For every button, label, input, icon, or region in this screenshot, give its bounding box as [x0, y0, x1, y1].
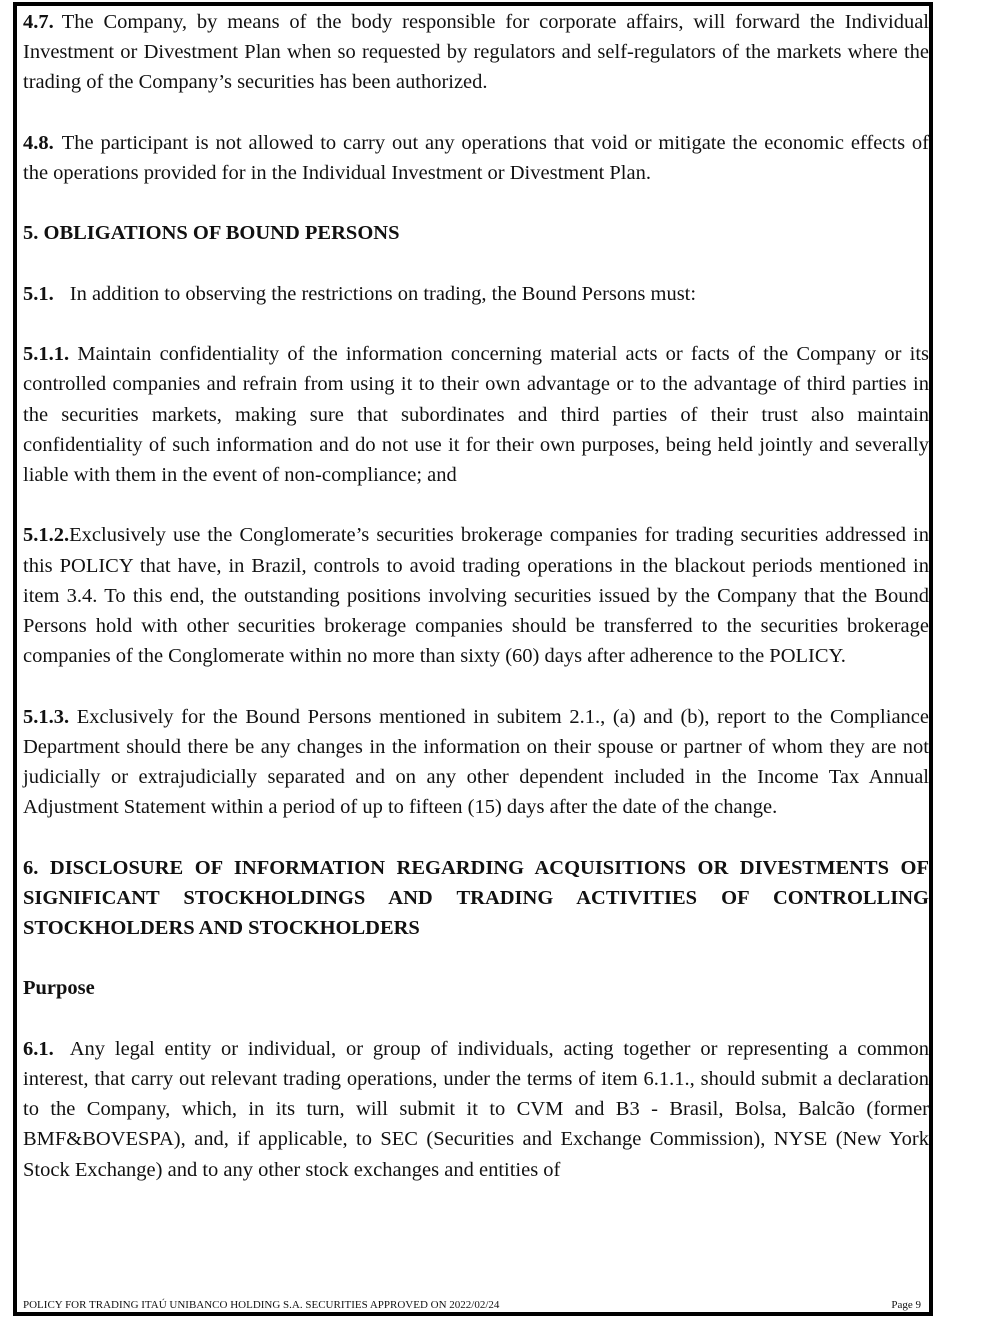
paragraph-text: Exclusively for the Bound Persons mentioned in subitem 2.1., (a) and (b), report to the Compliance Department should there be any changes in the information on their spouse or partner of whom they are not judicially or extrajudicially separated and on any other dependent included in the Income Tax Annual Adjustment Statement within a period of up to fifteen (15) days after the date of the change. — [23, 705, 929, 819]
paragraph-number: 4.7. — [23, 11, 54, 33]
paragraph-4-7 — [23, 7, 929, 98]
paragraph-text: The Company, by means of the body responsible for corporate affairs, will forward the Individual Investment or Divestment Plan when so requested by regulators and self-regulators of the markets where the trading of the Company’s securities has been authorized. — [23, 11, 929, 94]
section-5-heading: 5. OBLIGATIONS OF BOUND PERSONS — [23, 222, 400, 245]
paragraph-4-8 — [23, 128, 929, 188]
paragraph-number: 6.1. — [23, 1037, 54, 1060]
paragraph-5-1-1 — [23, 339, 929, 490]
paragraph-number: 5.1.3. — [23, 705, 70, 728]
section-6-heading: 6. DISCLOSURE OF INFORMATION REGARDING ACQUISITIONS OR DIVESTMENTS OF SIGNIFICANT STOCKHOLDINGS AND TRADING ACTIVITIES OF CONTROLLING STOCKHOLDERS AND STOCKHOLDERS — [23, 856, 929, 939]
paragraph-number: 5.1. — [23, 282, 54, 305]
page-number: Page 9 — [891, 1299, 921, 1311]
paragraph-5-1-3 — [23, 702, 929, 823]
paragraph-text: The participant is not allowed to carry out any operations that void or mitigate the economic effects of the operations provided for in the Individual Investment or Divestment Plan. — [23, 131, 929, 184]
paragraph-5-1 — [23, 279, 929, 309]
paragraph-text: Any legal entity or individual, or group of individuals, acting together or representing a common interest, that carry out relevant trading operations, under the terms of item 6.1.1., should submit a declaration to the Company, which, in its turn, will submit it to CVM and B3 - Brasil, Bolsa, Balcão (former BMF&BOVESPA), and, if applicable, to SEC (Securities and Exchange Commission), NYSE (New York Stock Exchange) and to any other stock exchanges and entities of — [23, 1037, 929, 1181]
purpose-subheading: Purpose — [23, 977, 95, 1000]
page-footer — [23, 1298, 921, 1312]
paragraph-text: Exclusively use the Conglomerate’s securities brokerage companies for trading securities addressed in this POLICY that have, in Brazil, controls to avoid trading operations in the blackout periods mentioned in item 3.4. To this end, the outstanding positions involving securities issued by the Company that the Bound Persons hold with other securities brokerage companies should be transferred to the securities brokerage companies of the Conglomerate within no more than sixty (60) days after adherence to the POLICY. — [23, 524, 929, 668]
document-body — [23, 7, 929, 1215]
paragraph-text: Maintain confidentiality of the information concerning material acts or facts of the Company or its controlled companies and refrain from using it to their own advantage or to the advantage of third parties in the securities markets, making sure that subordinates and third parties of their trust also maintain confidentiality of such information and do not use it for their own purposes, being held jointly and severally liable with them in the event of non-compliance; and — [23, 343, 929, 486]
paragraph-text: In addition to observing the restrictions on trading, the Bound Persons must: — [69, 282, 697, 305]
paragraph-5-1-2 — [23, 520, 929, 671]
paragraph-number: 5.1.2. — [23, 524, 70, 547]
paragraph-number: 4.8. — [23, 131, 54, 154]
footer-title: POLICY FOR TRADING ITAÚ UNIBANCO HOLDING S.A. SECURITIES APPROVED ON 2022/02/24 — [23, 1299, 500, 1311]
paragraph-number: 5.1.1. — [23, 343, 70, 366]
paragraph-6-1 — [23, 1034, 929, 1185]
